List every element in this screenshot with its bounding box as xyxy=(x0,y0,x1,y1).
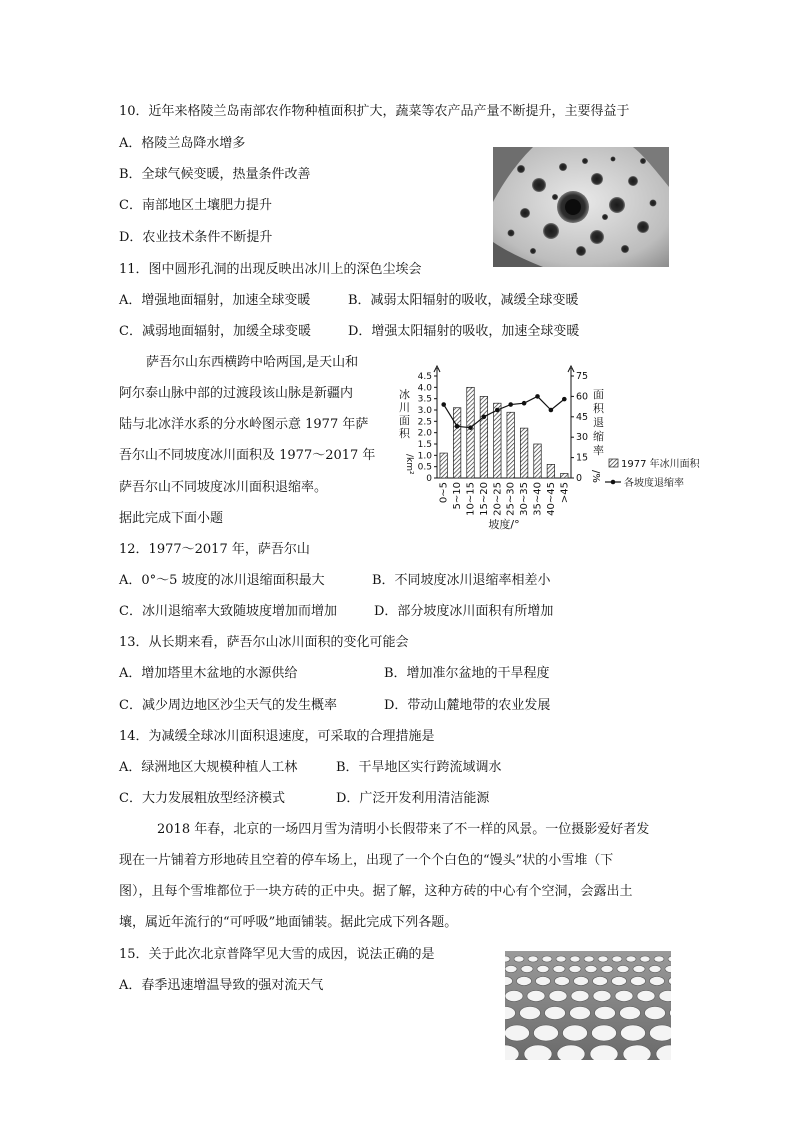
snow-pile xyxy=(570,956,580,962)
snow-piles-photo xyxy=(505,951,671,1060)
snow-pile xyxy=(601,966,613,973)
y-tick-label: 1.5 xyxy=(417,440,432,450)
q14-option-d: D．广泛开发利用清洁能源 xyxy=(336,791,490,806)
passage1-line-4: 吾尔山不同坡度冰川面积及 1977～2017 年 xyxy=(119,448,376,463)
snow-pile xyxy=(556,956,566,962)
snow-pile xyxy=(555,977,570,986)
bar xyxy=(440,453,448,478)
q10-stem: 10．近年来格陵兰岛南部农作物种植面积扩大，蔬菜等农产品产量不断提升，主要得益于 xyxy=(119,104,630,119)
q11-stem: 11．图中圆形孔洞的出现反映出冰川上的深色尘埃会 xyxy=(119,262,422,277)
y2-tick-label: 0 xyxy=(576,473,583,484)
y-tick-label: 4.5 xyxy=(417,372,432,382)
x-tick-label: 35~40 xyxy=(532,482,544,516)
q12-stem: 12．1977～2017 年，萨吾尔山 xyxy=(119,542,310,557)
bar xyxy=(494,403,502,478)
line-point xyxy=(455,424,460,429)
q10-option-d: D．农业技术条件不断提升 xyxy=(119,230,273,245)
passage1-line-2: 阿尔泰山脉中部的过渡段该山脉是新疆内 xyxy=(119,386,354,401)
bar xyxy=(534,444,542,478)
bar xyxy=(453,408,461,478)
x-tick-label: 40~45 xyxy=(545,482,557,516)
snow-pile xyxy=(649,966,661,973)
snow-pile xyxy=(514,956,524,962)
y-tick-label: 3.0 xyxy=(417,406,432,416)
passage1-line-5: 萨吾尔山不同坡度冰川面积退缩率。 xyxy=(119,480,328,495)
line-point xyxy=(562,397,567,402)
y-label-char: 冰 xyxy=(399,388,410,401)
y-tick-label: 2.0 xyxy=(417,428,432,439)
q14-option-c: C．大力发展粗放型经济模式 xyxy=(119,791,285,806)
q13-option-a: A．增加塔里木盆地的水源供给 xyxy=(119,666,298,681)
legend-line-label: 各坡度退缩率 xyxy=(624,478,684,489)
series-line xyxy=(444,396,565,427)
snow-pile xyxy=(534,1025,559,1041)
snow-pile xyxy=(620,1007,641,1020)
y-label-char: 川 xyxy=(399,401,410,414)
y2-tick-label: 30 xyxy=(576,432,589,444)
y2-label-char: 积 xyxy=(593,402,604,415)
q10-option-a: A．格陵兰岛降水增多 xyxy=(119,136,246,151)
snow-pile xyxy=(574,977,589,986)
q14-option-b: B．干旱地区实行跨流域调水 xyxy=(336,760,502,775)
q11-option-a: A．增强地面辐射，加速全球变暖 xyxy=(119,293,311,308)
bar xyxy=(520,428,528,478)
x-tick-label: >45 xyxy=(559,482,571,504)
q12-option-c: C．冰川退缩率大致随坡度增加而增加 xyxy=(119,604,337,619)
snow-pile xyxy=(592,1025,617,1041)
passage1-line-3: 陆与北冰洋水系的分水岭图示意 1977 年萨 xyxy=(119,417,369,432)
passage1-line-1: 萨吾尔山东西横跨中哈两国,是天山和 xyxy=(146,355,359,370)
y-tick-label: 2.5 xyxy=(417,417,432,428)
bar xyxy=(480,396,488,478)
y2-tick-label: 45 xyxy=(576,411,589,423)
x-tick-label: 5~10 xyxy=(452,482,464,510)
snow-pile xyxy=(640,956,650,962)
x-tick-label: 30~35 xyxy=(519,482,531,516)
snow-pile xyxy=(621,1025,646,1041)
line-point xyxy=(482,415,487,420)
y-tick-label: 0 xyxy=(426,474,432,484)
snow-pile xyxy=(521,966,533,973)
x-tick-label: 15~20 xyxy=(478,482,490,516)
snow-pile xyxy=(505,966,517,973)
q14-stem: 14．为减缓全球冰川面积退速度，可采取的合理措施是 xyxy=(119,729,435,744)
snow-pile xyxy=(637,991,655,1002)
snow-pile xyxy=(631,977,646,986)
q14-option-a: A．绿洲地区大规模种植人工林 xyxy=(119,760,298,775)
bar xyxy=(561,473,569,478)
line-point xyxy=(468,425,473,430)
q11-option-c: C．减弱地面辐射，加缓全球变暖 xyxy=(119,324,311,339)
y-label-char: 面 xyxy=(399,414,410,427)
q13-stem: 13．从长期来看，萨吾尔山冰川面积的变化可能会 xyxy=(119,635,409,650)
x-axis-label: 坡度/° xyxy=(488,518,520,531)
snow-pile xyxy=(593,991,611,1002)
snow-pile xyxy=(598,956,608,962)
snow-pile xyxy=(615,991,633,1002)
q13-option-b: B．增加准尔盆地的干旱程度 xyxy=(384,666,550,681)
y2-label-char: 退 xyxy=(593,416,604,429)
y-tick-label: 3.5 xyxy=(417,394,432,405)
snow-pile xyxy=(585,966,597,973)
snow-pile xyxy=(570,1007,591,1020)
snow-pile xyxy=(549,991,567,1002)
passage2-line-2: 现在一片铺着方形地砖且空着的停车场上，出现了一个个白色的“馒头”状的小雪堆（下 xyxy=(119,853,614,868)
line-point xyxy=(441,402,446,407)
x-tick-label: 20~25 xyxy=(492,482,504,516)
q11-option-b: B．减弱太阳辐射的吸收，减缓全球变暖 xyxy=(348,293,579,308)
snow-pile xyxy=(520,1007,541,1020)
passage2-line-3: 图），且每个雪堆都位于一块方砖的正中央。据了解，这种方砖的中心有个空洞，会露出土 xyxy=(119,884,633,899)
snow-pile xyxy=(650,1025,672,1041)
y2-label-char: 缩 xyxy=(593,430,604,443)
passage2-line-1: 2018 年春，北京的一场四月雪为清明小长假带来了不一样的风景。一位摄影爱好者发 xyxy=(157,822,650,837)
snow-pile xyxy=(633,966,645,973)
q15-stem: 15．关于此次北京普降罕见大雪的成因，说法正确的是 xyxy=(119,947,435,962)
y2-label-unit: /% xyxy=(590,470,601,483)
snow-pile xyxy=(557,1045,585,1060)
snow-pile xyxy=(654,956,664,962)
snow-pile xyxy=(524,1045,552,1060)
y2-label-char: 率 xyxy=(593,444,604,457)
q12-option-b: B．不同坡度冰川退缩率相差小 xyxy=(372,573,551,588)
snow-pile xyxy=(584,956,594,962)
q13-option-c: C．减少周边地区沙尘天气的发生概率 xyxy=(119,698,337,713)
q10-option-c: C．南部地区土壤肥力提升 xyxy=(119,198,272,213)
line-point xyxy=(535,394,540,399)
y-tick-label: 4.0 xyxy=(417,383,432,394)
snow-pile xyxy=(563,1025,588,1041)
y2-tick-label: 75 xyxy=(576,371,589,382)
x-tick-label: 25~30 xyxy=(505,482,517,516)
snow-pile xyxy=(505,1025,530,1041)
y-tick-label: 0.5 xyxy=(417,462,432,473)
snow-pile xyxy=(593,977,608,986)
snow-pile xyxy=(612,956,622,962)
snow-pile xyxy=(590,1045,618,1060)
passage2-line-4: 壤，属近年流行的“可呼吸”地面铺装。据此完成下列各题。 xyxy=(119,915,458,930)
snow-pile xyxy=(517,977,532,986)
line-point xyxy=(522,401,527,406)
snow-pile xyxy=(650,977,665,986)
x-tick-label: 0~5 xyxy=(438,482,450,504)
y2-tick-label: 60 xyxy=(576,391,589,403)
bar xyxy=(547,464,555,478)
line-point xyxy=(495,408,500,413)
snow-pile xyxy=(537,966,549,973)
snow-pile xyxy=(626,956,636,962)
snow-pile xyxy=(623,1045,651,1060)
y2-label-char: 面 xyxy=(593,388,604,401)
snow-pile xyxy=(542,956,552,962)
glacier-holes-photo xyxy=(493,147,669,267)
snow-pile xyxy=(595,1007,616,1020)
snow-pile xyxy=(617,966,629,973)
q11-option-d: D．增强太阳辐射的吸收，加速全球变暖 xyxy=(348,324,580,339)
snow-pile xyxy=(612,977,627,986)
line-point xyxy=(508,402,513,407)
x-tick-label: 10~15 xyxy=(465,482,477,516)
line-point xyxy=(549,408,554,413)
y-tick-label: 1.0 xyxy=(417,451,432,462)
snow-pile xyxy=(527,991,545,1002)
snow-pile xyxy=(553,966,565,973)
q12-option-a: A．0°～5 坡度的冰川退缩面积最大 xyxy=(119,573,325,588)
y2-tick-label: 15 xyxy=(576,452,589,464)
q15-option-a: A．春季迅速增温导致的强对流天气 xyxy=(119,978,324,993)
q12-option-d: D．部分坡度冰川面积有所增加 xyxy=(374,604,554,619)
snow-pile xyxy=(645,1007,666,1020)
y-label-unit: /km² xyxy=(404,454,414,475)
snow-pile xyxy=(505,991,523,1002)
y-label-char: 积 xyxy=(399,427,410,440)
bar xyxy=(467,387,475,478)
q13-option-d: D．带动山麓地带的农业发展 xyxy=(384,698,551,713)
snow-pile xyxy=(571,991,589,1002)
snow-pile xyxy=(536,977,551,986)
passage1-line-6: 据此完成下面小题 xyxy=(119,511,224,526)
q10-option-b: B．全球气候变暖，热量条件改善 xyxy=(119,167,311,182)
legend-line-marker xyxy=(611,480,616,485)
snow-pile xyxy=(569,966,581,973)
bar xyxy=(507,412,515,478)
snow-pile xyxy=(545,1007,566,1020)
legend-bar-swatch xyxy=(609,459,618,467)
glacier-chart xyxy=(395,358,735,534)
snow-pile xyxy=(528,956,538,962)
legend-bar-label: 1977 年冰川面积 xyxy=(621,459,700,470)
